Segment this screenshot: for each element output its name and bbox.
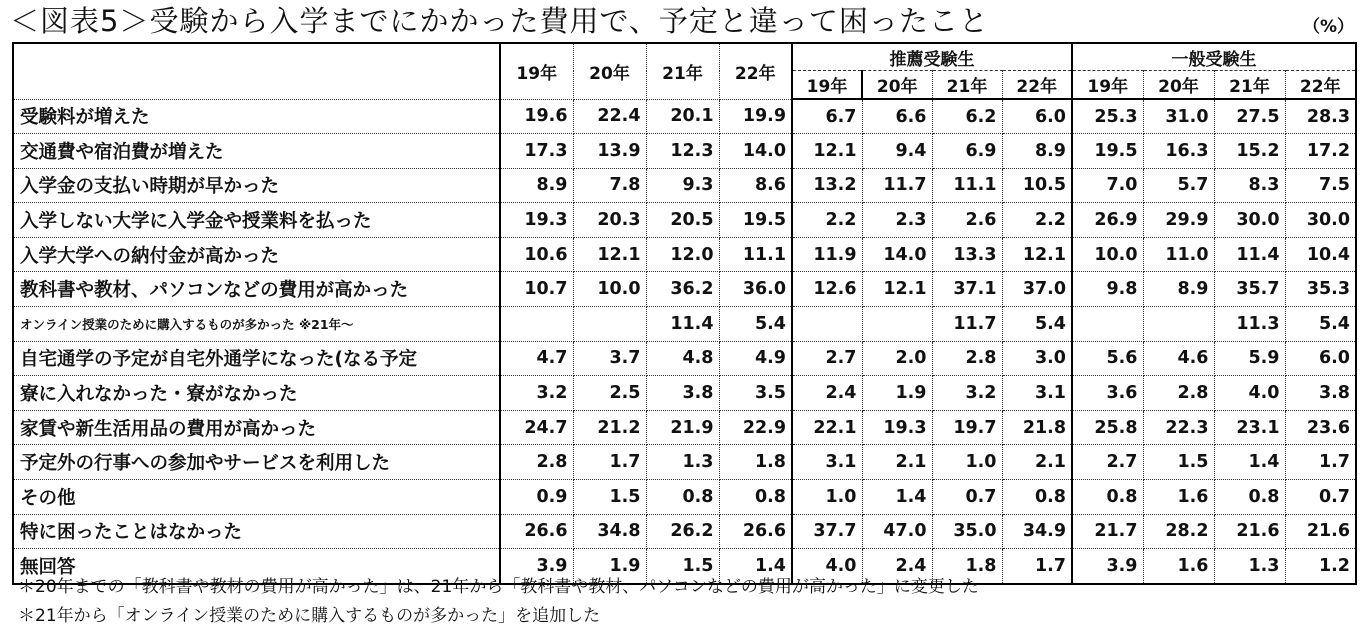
table-cell: 4.0 bbox=[1214, 376, 1285, 411]
table-cell: 36.2 bbox=[646, 272, 719, 307]
table-cell: 10.4 bbox=[1285, 237, 1356, 272]
table-cell: 22.3 bbox=[1143, 410, 1214, 445]
table-cell: 21.8 bbox=[1002, 410, 1072, 445]
table-cell: 10.5 bbox=[1002, 168, 1072, 203]
table-cell: 6.6 bbox=[862, 99, 932, 134]
table-cell: 23.6 bbox=[1285, 410, 1356, 445]
table-cell: 21.7 bbox=[1072, 514, 1143, 549]
table-cell: 12.3 bbox=[646, 134, 719, 169]
table-cell: 11.4 bbox=[646, 307, 719, 342]
header-corner bbox=[13, 43, 500, 99]
table-cell: 9.3 bbox=[646, 168, 719, 203]
table-row bbox=[13, 341, 1356, 376]
table-row bbox=[13, 514, 1356, 549]
table-cell: 12.0 bbox=[646, 237, 719, 272]
table-cell: 34.8 bbox=[573, 514, 646, 549]
table-cell: 2.1 bbox=[862, 445, 932, 480]
table-cell: 28.3 bbox=[1285, 99, 1356, 134]
row-label: 自宅通学の予定が自宅外通学になった(なる予定 bbox=[13, 341, 500, 376]
table-cell: 3.8 bbox=[646, 376, 719, 411]
table-cell: 4.6 bbox=[1143, 341, 1214, 376]
table-cell: 1.5 bbox=[1143, 445, 1214, 480]
header-year: 19年 bbox=[1072, 71, 1143, 100]
table-cell: 6.0 bbox=[1285, 341, 1356, 376]
table-cell: 47.0 bbox=[862, 514, 932, 549]
footnotes bbox=[18, 573, 979, 631]
table-cell: 17.2 bbox=[1285, 134, 1356, 169]
header-group-ippan: 一般受験生 bbox=[1072, 43, 1356, 71]
table-cell: 4.7 bbox=[500, 341, 573, 376]
header-year: 21年 bbox=[932, 71, 1002, 100]
table-cell: 1.9 bbox=[573, 549, 646, 584]
table-cell: 6.7 bbox=[792, 99, 862, 134]
table-cell: 17.3 bbox=[500, 134, 573, 169]
table-cell: 0.8 bbox=[1214, 480, 1285, 515]
table-cell: 2.8 bbox=[500, 445, 573, 480]
table-cell: 11.3 bbox=[1214, 307, 1285, 342]
table-cell: 14.0 bbox=[862, 237, 932, 272]
table-body bbox=[13, 99, 1356, 584]
table-cell: 10.0 bbox=[1072, 237, 1143, 272]
table-cell: 22.4 bbox=[573, 99, 646, 134]
row-label: その他 bbox=[13, 480, 500, 515]
table-cell: 20.3 bbox=[573, 203, 646, 238]
table-cell: 4.8 bbox=[646, 341, 719, 376]
table-cell: 30.0 bbox=[1285, 203, 1356, 238]
table-cell: 28.2 bbox=[1143, 514, 1214, 549]
table-row bbox=[13, 99, 1356, 134]
footnote: ＊21年から「オンライン授業のために購入するものが多かった」を追加した bbox=[18, 606, 601, 626]
header-row-groups bbox=[13, 43, 1356, 71]
table-cell: 37.7 bbox=[792, 514, 862, 549]
table-cell: 19.3 bbox=[500, 203, 573, 238]
table-cell: 11.7 bbox=[932, 307, 1002, 342]
table-cell: 5.4 bbox=[1002, 307, 1072, 342]
table-cell: 12.1 bbox=[1002, 237, 1072, 272]
table-cell: 2.2 bbox=[1002, 203, 1072, 238]
table-cell: 6.0 bbox=[1002, 99, 1072, 134]
table-cell: 12.1 bbox=[862, 272, 932, 307]
header-year: 20年 bbox=[1143, 71, 1214, 100]
unit-label: （%） bbox=[1302, 17, 1354, 37]
table-cell: 5.4 bbox=[1285, 307, 1356, 342]
chart-title: ＜図表5＞受験から入学までにかかった費用で、予定と違って困ったこと bbox=[10, 4, 989, 38]
table-row bbox=[13, 168, 1356, 203]
table-cell: 2.7 bbox=[792, 341, 862, 376]
table-cell bbox=[792, 307, 862, 342]
table-cell: 12.1 bbox=[792, 134, 862, 169]
table-cell: 12.6 bbox=[792, 272, 862, 307]
row-label: 入学金の支払い時期が早かった bbox=[13, 168, 500, 203]
table-cell: 26.6 bbox=[719, 514, 792, 549]
table-cell: 4.0 bbox=[792, 549, 862, 584]
header-year: 19年 bbox=[792, 71, 862, 100]
table-cell: 10.6 bbox=[500, 237, 573, 272]
table-cell: 6.2 bbox=[932, 99, 1002, 134]
header-year: 20年 bbox=[862, 71, 932, 100]
table-cell: 1.2 bbox=[1285, 549, 1356, 584]
table-cell: 23.1 bbox=[1214, 410, 1285, 445]
table-cell: 3.2 bbox=[500, 376, 573, 411]
table-cell: 35.7 bbox=[1214, 272, 1285, 307]
table-cell: 4.9 bbox=[719, 341, 792, 376]
table-cell: 2.2 bbox=[792, 203, 862, 238]
table-cell: 7.5 bbox=[1285, 168, 1356, 203]
row-label: 入学大学への納付金が高かった bbox=[13, 237, 500, 272]
table-cell: 2.4 bbox=[862, 549, 932, 584]
table-cell: 0.7 bbox=[1285, 480, 1356, 515]
table-cell bbox=[1143, 307, 1214, 342]
table-cell: 5.4 bbox=[719, 307, 792, 342]
table-cell: 11.0 bbox=[1143, 237, 1214, 272]
header-year: 19年 bbox=[500, 43, 573, 99]
table-cell: 19.5 bbox=[1072, 134, 1143, 169]
table-cell: 13.9 bbox=[573, 134, 646, 169]
row-label: 予定外の行事への参加やサービスを利用した bbox=[13, 445, 500, 480]
table-row bbox=[13, 307, 1356, 342]
table-cell: 8.9 bbox=[1143, 272, 1214, 307]
table-cell: 3.1 bbox=[792, 445, 862, 480]
table-cell: 22.1 bbox=[792, 410, 862, 445]
table-cell: 1.3 bbox=[1214, 549, 1285, 584]
row-label: 教科書や教材、パソコンなどの費用が高かった bbox=[13, 272, 500, 307]
row-label: 受験料が増えた bbox=[13, 99, 500, 134]
table-cell: 11.4 bbox=[1214, 237, 1285, 272]
row-label: 交通費や宿泊費が増えた bbox=[13, 134, 500, 169]
table-cell: 25.3 bbox=[1072, 99, 1143, 134]
table-cell: 2.8 bbox=[932, 341, 1002, 376]
table-cell: 34.9 bbox=[1002, 514, 1072, 549]
table-cell: 5.7 bbox=[1143, 168, 1214, 203]
table-cell: 13.2 bbox=[792, 168, 862, 203]
table-cell: 0.8 bbox=[1072, 480, 1143, 515]
table-cell: 24.7 bbox=[500, 410, 573, 445]
table-cell: 19.6 bbox=[500, 99, 573, 134]
table-cell: 19.7 bbox=[932, 410, 1002, 445]
header-group-suisen: 推薦受験生 bbox=[792, 43, 1072, 71]
table-cell: 11.1 bbox=[932, 168, 1002, 203]
table-cell: 8.9 bbox=[500, 168, 573, 203]
table-row bbox=[13, 272, 1356, 307]
table-cell: 1.9 bbox=[862, 376, 932, 411]
table-cell: 35.3 bbox=[1285, 272, 1356, 307]
table-cell: 3.2 bbox=[932, 376, 1002, 411]
table-cell: 1.0 bbox=[792, 480, 862, 515]
table-cell: 9.8 bbox=[1072, 272, 1143, 307]
table-cell: 2.0 bbox=[862, 341, 932, 376]
table-cell: 8.3 bbox=[1214, 168, 1285, 203]
table-cell: 3.9 bbox=[1072, 549, 1143, 584]
table-cell: 1.4 bbox=[1214, 445, 1285, 480]
header-year: 22年 bbox=[1285, 71, 1356, 100]
table-cell: 1.3 bbox=[646, 445, 719, 480]
table-cell: 21.9 bbox=[646, 410, 719, 445]
table-cell: 1.4 bbox=[862, 480, 932, 515]
table-cell: 14.0 bbox=[719, 134, 792, 169]
table-cell: 1.5 bbox=[646, 549, 719, 584]
table-cell: 0.8 bbox=[719, 480, 792, 515]
row-label: オンライン授業のために購入するものが多かった ※21年～ bbox=[13, 307, 500, 342]
table-cell: 37.0 bbox=[1002, 272, 1072, 307]
table-cell: 26.9 bbox=[1072, 203, 1143, 238]
table-cell: 2.1 bbox=[1002, 445, 1072, 480]
table-cell: 0.8 bbox=[1002, 480, 1072, 515]
table-cell: 2.3 bbox=[862, 203, 932, 238]
table-cell: 9.4 bbox=[862, 134, 932, 169]
table-cell: 5.9 bbox=[1214, 341, 1285, 376]
table-row bbox=[13, 480, 1356, 515]
header-year: 21年 bbox=[1214, 71, 1285, 100]
table-cell: 26.2 bbox=[646, 514, 719, 549]
header-year: 22年 bbox=[719, 43, 792, 99]
table-cell: 0.7 bbox=[932, 480, 1002, 515]
row-label: 家賃や新生活用品の費用が高かった bbox=[13, 410, 500, 445]
table-cell: 1.5 bbox=[573, 480, 646, 515]
data-table bbox=[12, 42, 1357, 585]
table-cell: 1.7 bbox=[1002, 549, 1072, 584]
table-cell: 0.9 bbox=[500, 480, 573, 515]
table-cell: 2.4 bbox=[792, 376, 862, 411]
table-cell bbox=[573, 307, 646, 342]
table-cell: 29.9 bbox=[1143, 203, 1214, 238]
table-cell: 2.5 bbox=[573, 376, 646, 411]
row-label: 特に困ったことはなかった bbox=[13, 514, 500, 549]
table-cell: 31.0 bbox=[1143, 99, 1214, 134]
table-cell: 0.8 bbox=[646, 480, 719, 515]
table-cell: 21.6 bbox=[1214, 514, 1285, 549]
table-cell: 35.0 bbox=[932, 514, 1002, 549]
table-cell: 3.5 bbox=[719, 376, 792, 411]
table-row bbox=[13, 237, 1356, 272]
table-row bbox=[13, 376, 1356, 411]
table-cell: 6.9 bbox=[932, 134, 1002, 169]
table-cell: 8.9 bbox=[1002, 134, 1072, 169]
table-cell: 16.3 bbox=[1143, 134, 1214, 169]
table-cell: 7.8 bbox=[573, 168, 646, 203]
table-cell: 1.7 bbox=[573, 445, 646, 480]
table-cell: 3.1 bbox=[1002, 376, 1072, 411]
table-cell: 3.0 bbox=[1002, 341, 1072, 376]
table-cell: 1.8 bbox=[932, 549, 1002, 584]
table-cell: 11.7 bbox=[862, 168, 932, 203]
table-cell: 19.3 bbox=[862, 410, 932, 445]
table-cell: 36.0 bbox=[719, 272, 792, 307]
table-cell: 30.0 bbox=[1214, 203, 1285, 238]
table-cell: 15.2 bbox=[1214, 134, 1285, 169]
table-cell: 19.9 bbox=[719, 99, 792, 134]
table-row bbox=[13, 445, 1356, 480]
table-cell: 21.6 bbox=[1285, 514, 1356, 549]
table-cell: 25.8 bbox=[1072, 410, 1143, 445]
table-cell: 20.5 bbox=[646, 203, 719, 238]
table-row bbox=[13, 203, 1356, 238]
table-cell: 12.1 bbox=[573, 237, 646, 272]
table-cell: 19.5 bbox=[719, 203, 792, 238]
table-cell: 1.4 bbox=[719, 549, 792, 584]
table-cell: 3.7 bbox=[573, 341, 646, 376]
row-label: 入学しない大学に入学金や授業料を払った bbox=[13, 203, 500, 238]
table-cell: 37.1 bbox=[932, 272, 1002, 307]
table-cell: 1.6 bbox=[1143, 480, 1214, 515]
header-year: 21年 bbox=[646, 43, 719, 99]
table-cell: 10.0 bbox=[573, 272, 646, 307]
table-cell: 5.6 bbox=[1072, 341, 1143, 376]
table-cell: 2.6 bbox=[932, 203, 1002, 238]
table-cell: 1.0 bbox=[932, 445, 1002, 480]
table-row bbox=[13, 134, 1356, 169]
table-cell: 7.0 bbox=[1072, 168, 1143, 203]
table-cell bbox=[500, 307, 573, 342]
table-cell: 21.2 bbox=[573, 410, 646, 445]
table-cell: 22.9 bbox=[719, 410, 792, 445]
footnote: ＊20年までの「教科書や教材の費用が高かった」は、21年から「教科書や教材、パソコンなどの費用が高かった」に変更した bbox=[18, 577, 979, 597]
table-cell bbox=[1072, 307, 1143, 342]
row-label: 無回答 bbox=[13, 549, 500, 584]
table-cell: 2.7 bbox=[1072, 445, 1143, 480]
table-cell: 27.5 bbox=[1214, 99, 1285, 134]
table-cell: 1.6 bbox=[1143, 549, 1214, 584]
table-cell: 26.6 bbox=[500, 514, 573, 549]
table-cell: 20.1 bbox=[646, 99, 719, 134]
row-label: 寮に入れなかった・寮がなかった bbox=[13, 376, 500, 411]
table-cell: 11.9 bbox=[792, 237, 862, 272]
table-cell: 11.1 bbox=[719, 237, 792, 272]
table-cell: 10.7 bbox=[500, 272, 573, 307]
table-cell: 13.3 bbox=[932, 237, 1002, 272]
table-cell: 3.6 bbox=[1072, 376, 1143, 411]
table-cell bbox=[862, 307, 932, 342]
table-cell: 8.6 bbox=[719, 168, 792, 203]
table-cell: 3.8 bbox=[1285, 376, 1356, 411]
table-row bbox=[13, 410, 1356, 445]
table-cell: 1.8 bbox=[719, 445, 792, 480]
table-cell: 2.8 bbox=[1143, 376, 1214, 411]
table-cell: 1.7 bbox=[1285, 445, 1356, 480]
header-year: 20年 bbox=[573, 43, 646, 99]
table-cell: 3.9 bbox=[500, 549, 573, 584]
header-year: 22年 bbox=[1002, 71, 1072, 100]
